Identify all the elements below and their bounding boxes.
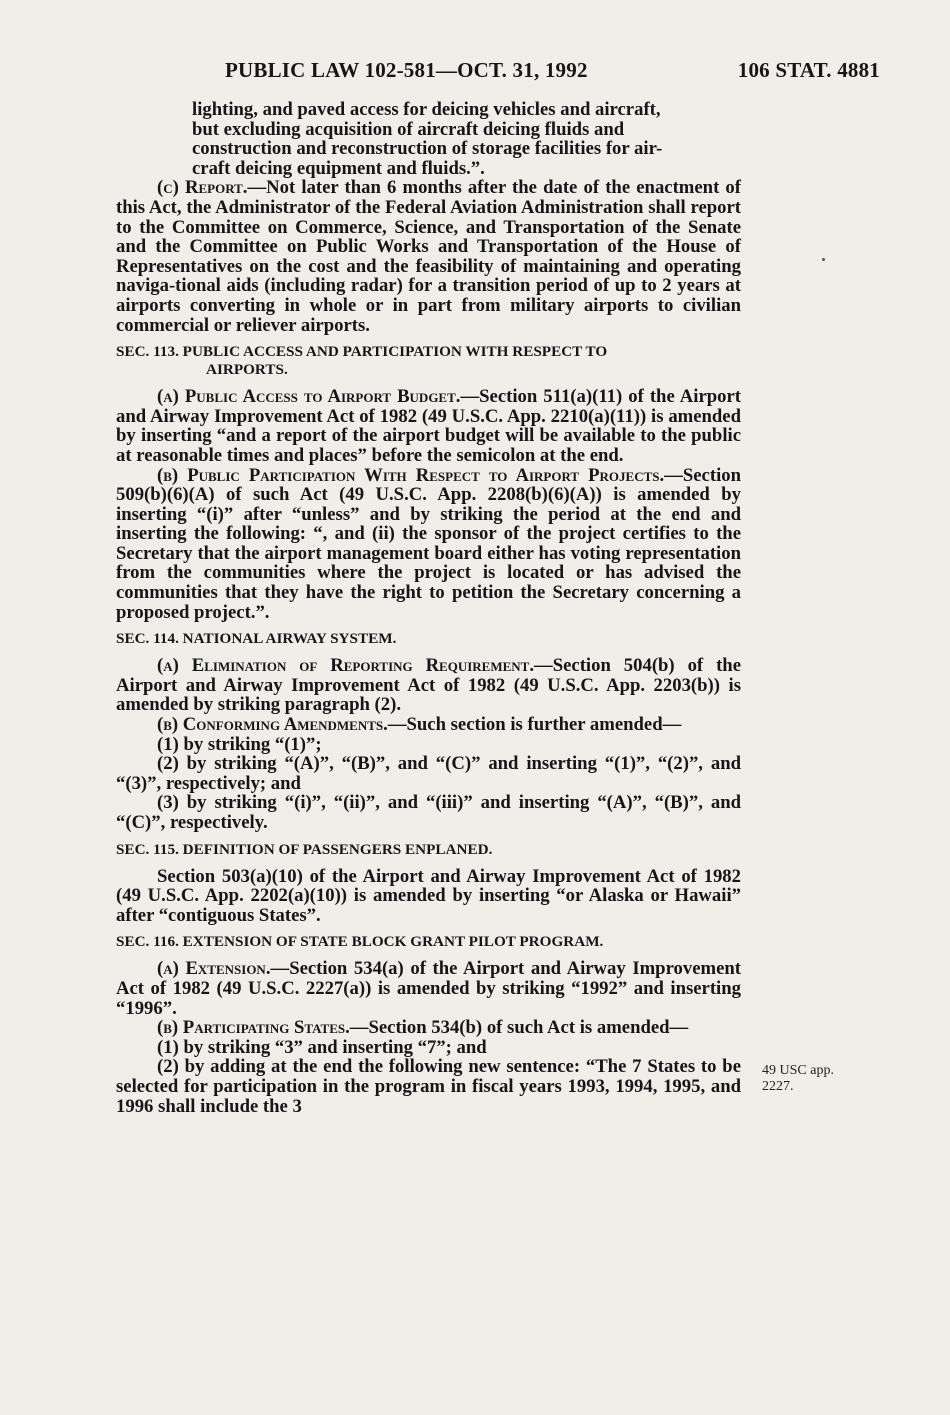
paragraph-text: —Section 511(a)(11) of the Airport and Airway Improvement Act of 1982 (49 U.S.C. App. 2210(a)(11)) is amended by inserting “and a report of the airport budget will be available to the public at reasonable times and places” before the semicolon at the end. bbox=[116, 386, 741, 466]
list-item: (3) by striking “(i)”, “(ii)”, and “(iii)” and inserting “(A)”, “(B)”, and “(C)”, respectively. bbox=[116, 792, 741, 833]
paragraph-115: Section 503(a)(10) of the Airport and Airway Improvement Act of 1982 (49 U.S.C. App. 2202(a)(10)) is amended by inserting “or Alaska or Hawaii” after “contiguous States”. bbox=[116, 865, 741, 926]
section-heading-text: SEC. 113. PUBLIC ACCESS AND PARTICIPATION WITH RESPECT TO bbox=[116, 343, 608, 361]
scan-speck bbox=[822, 258, 825, 261]
subsection-heading: (c) Report. bbox=[157, 177, 248, 199]
subsection-heading: (b) Conforming Amendments. bbox=[157, 714, 388, 736]
subsection-heading: (b) Public Participation With Respect to Airport Projects. bbox=[157, 464, 665, 486]
paragraph-text: —Section 534(b) of such Act is amended— bbox=[349, 1017, 689, 1039]
section-heading-text: AIRPORTS. bbox=[206, 361, 288, 379]
quoted-text-line: craft deicing equipment and fluids.”. bbox=[192, 157, 485, 179]
subsection-heading: (b) Participating States. bbox=[157, 1017, 350, 1039]
list-item: (1) by striking “3” and inserting “7”; and bbox=[157, 1036, 487, 1058]
paragraph-114b bbox=[116, 715, 741, 735]
paragraph-text: —Section 534(a) of the Airport and Airway Improvement Act of 1982 (49 U.S.C. 2227(a)) is amended by striking “1992” and inserting “1996”. bbox=[116, 958, 741, 1019]
quoted-text-line: construction and reconstruction of storage facilities for air- bbox=[192, 138, 663, 160]
section-heading-114: SEC. 114. NATIONAL AIRWAY SYSTEM. bbox=[116, 630, 397, 648]
document-body bbox=[116, 100, 741, 1116]
list-item: (1) by striking “(1)”; bbox=[157, 733, 322, 755]
paragraph-116b bbox=[116, 1018, 741, 1038]
section-heading-116: SEC. 116. EXTENSION OF STATE BLOCK GRANT PILOT PROGRAM. bbox=[116, 933, 604, 951]
paragraph-113b bbox=[116, 466, 741, 623]
quoted-text-line: but excluding acquisition of aircraft deicing fluids and bbox=[192, 118, 625, 140]
subsection-heading: (a) Elimination of Reporting Requirement. bbox=[157, 655, 535, 677]
list-item: (2) by adding at the end the following new sentence: “The 7 States to be selected for participation in the program in fiscal years 1993, 1994, 1995, and 1996 shall include the 3 bbox=[116, 1056, 741, 1117]
paragraph-text: —Section 509(b)(6)(A) of such Act (49 U.S.C. App. 2208(b)(6)(A)) is amended by inserting “(i)” after “unless” and by striking the period at the end and inserting the following: “, and (ii) the sponsor of the project certifies to the Secretary that the airport management board either has voting representation from the communities where the project is located or has advised the communities that they have the right to petition the Secretary concerning a proposed project.”. bbox=[116, 464, 741, 623]
section-heading-113 bbox=[116, 343, 741, 379]
paragraph-report bbox=[116, 178, 741, 335]
list-item: (2) by striking “(A)”, “(B)”, and “(C)” and inserting “(1)”, “(2)”, and “(3)”, respectively; and bbox=[116, 753, 741, 794]
margin-citation bbox=[762, 1063, 834, 1095]
paragraph-113a bbox=[116, 387, 741, 465]
margin-citation-line: 49 USC app. bbox=[762, 1063, 834, 1078]
paragraph-text: —Section 504(b) of the Airport and Airway Improvement Act of 1982 (49 U.S.C. App. 2203(b)) is amended by striking paragraph (2). bbox=[116, 655, 741, 716]
section-heading-115: SEC. 115. DEFINITION OF PASSENGERS ENPLANED. bbox=[116, 840, 493, 858]
quoted-text-line: lighting, and paved access for deicing vehicles and aircraft, bbox=[192, 99, 661, 120]
subsection-heading: (a) Public Access to Airport Budget. bbox=[157, 386, 461, 408]
paragraph-text: —Such section is further amended— bbox=[387, 714, 682, 736]
margin-citation-line: 2227. bbox=[762, 1079, 794, 1094]
paragraph-114a bbox=[116, 656, 741, 715]
header-page-number: 106 STAT. 4881 bbox=[737, 58, 880, 82]
paragraph-116a bbox=[116, 959, 741, 1018]
paragraph-text: —Not later than 6 months after the date of the enactment of this Act, the Administrator of the Federal Aviation Administration shall report to the Committee on Commerce, Science, and Transportation of the Senate and the Committee on Public Works and Transportation of the House of Representatives on the cost and the feasibility of maintaining and operating naviga-tional aids (including radar) for a transition period of up to 2 years at airports converting in whole or in part from military airports to civilian commercial or reliever airports. bbox=[116, 177, 741, 336]
subsection-heading: (a) Extension. bbox=[157, 958, 271, 980]
header-title: PUBLIC LAW 102-581—OCT. 31, 1992 bbox=[225, 58, 588, 82]
